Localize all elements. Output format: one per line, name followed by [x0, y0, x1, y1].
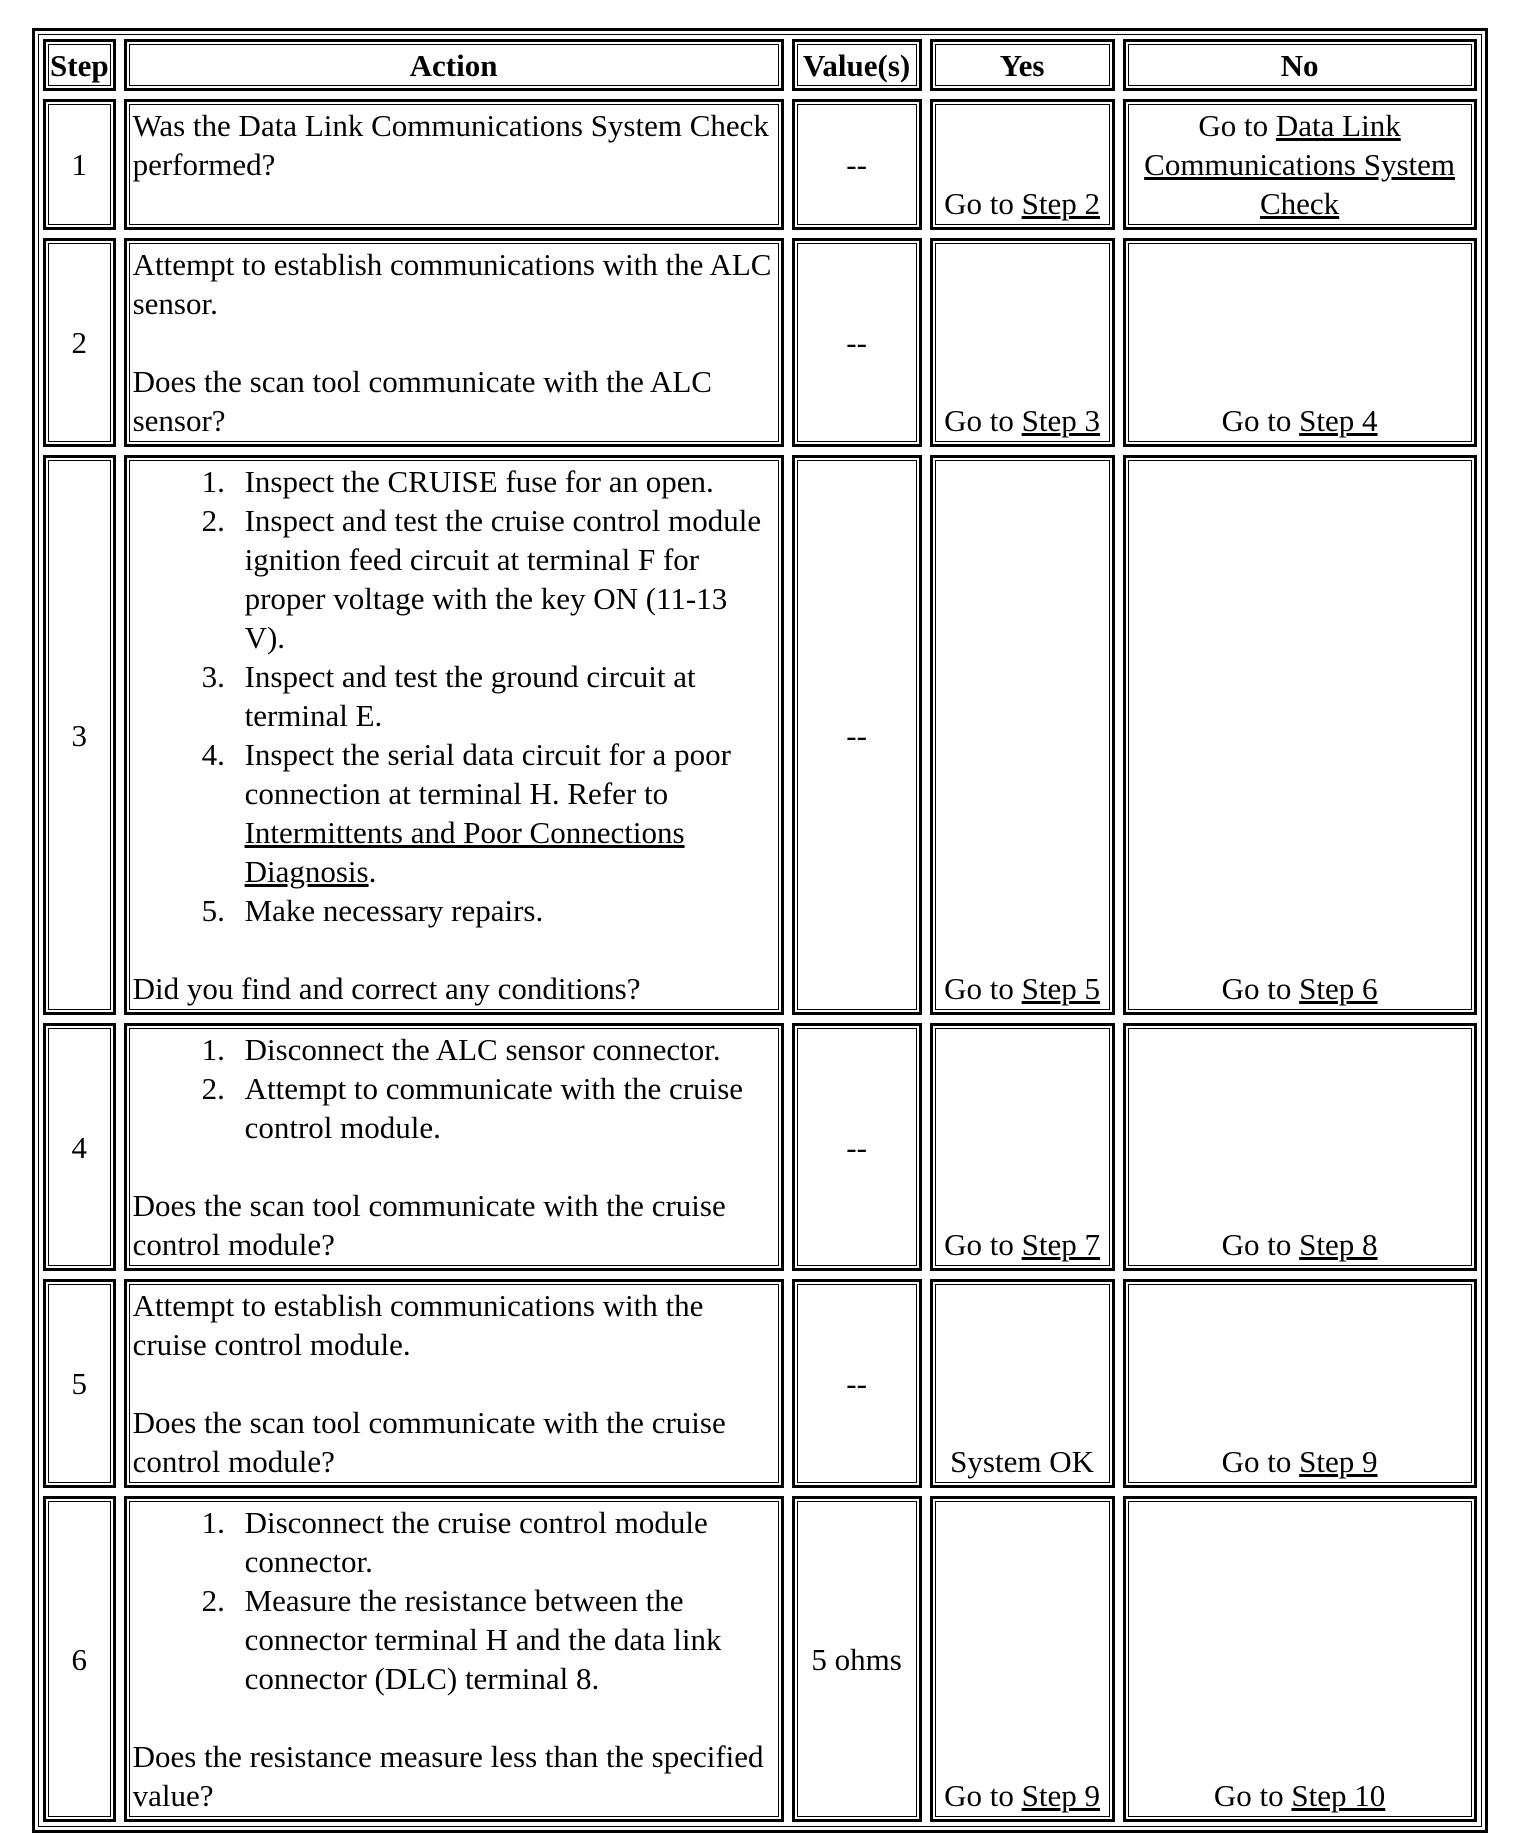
- intermittents-link[interactable]: Intermittents and Poor Connections Diagnosis: [244, 815, 685, 889]
- action-question: Does the scan tool communicate with the cruise control module?: [132, 1188, 726, 1262]
- action-cell: [124, 1023, 784, 1271]
- header-step: Step: [43, 39, 116, 91]
- action-question: Does the scan tool communicate with the cruise control module?: [132, 1405, 726, 1479]
- action-text: Attempt to establish communications with the ALC sensor.: [132, 247, 772, 321]
- yes-cell: [930, 1496, 1115, 1822]
- yes-prefix: Go to: [944, 971, 1022, 1006]
- header-yes: Yes: [930, 39, 1115, 91]
- value-cell: --: [792, 99, 922, 230]
- step-number: 4: [43, 1023, 116, 1271]
- no-prefix: Go to: [1221, 403, 1300, 438]
- yes-link[interactable]: Step 7: [1021, 1227, 1101, 1262]
- value-cell: --: [792, 455, 922, 1015]
- no-prefix: Go to: [1221, 1227, 1300, 1262]
- list-item-text: Inspect the serial data circuit for a poor connection at terminal H. Refer to: [244, 737, 731, 811]
- no-prefix: Go to: [1198, 108, 1276, 143]
- value-cell: --: [792, 1023, 922, 1271]
- table-row: [43, 99, 1477, 230]
- step-number: 2: [43, 238, 116, 447]
- yes-link[interactable]: Step 3: [1021, 403, 1101, 438]
- action-steps-list: [133, 462, 775, 930]
- list-item: 1. Inspect the CRUISE fuse for an open.: [233, 462, 775, 501]
- yes-prefix: Go to: [944, 403, 1022, 438]
- no-prefix: Go to: [1221, 971, 1300, 1006]
- yes-link[interactable]: Step 2: [1021, 186, 1101, 221]
- table-row: [43, 1496, 1477, 1822]
- yes-link[interactable]: Step 9: [1021, 1778, 1101, 1813]
- no-prefix: Go to: [1221, 1444, 1300, 1479]
- table-row: [43, 1023, 1477, 1271]
- yes-cell: [930, 1023, 1115, 1271]
- list-item: 1. Disconnect the cruise control module connector.: [233, 1503, 775, 1581]
- header-values: Value(s): [792, 39, 922, 91]
- action-text: Was the Data Link Communications System Check performed?: [132, 108, 769, 182]
- no-link[interactable]: Step 4: [1299, 403, 1378, 438]
- yes-prefix: Go to: [944, 1778, 1022, 1813]
- table-row: [43, 1279, 1477, 1488]
- table-row: [43, 455, 1477, 1015]
- yes-prefix: Go to: [944, 186, 1022, 221]
- action-cell: [124, 455, 784, 1015]
- no-prefix: Go to: [1213, 1778, 1292, 1813]
- header-action: Action: [124, 39, 784, 91]
- value-cell: 5 ohms: [792, 1496, 922, 1822]
- action-steps-list: [133, 1030, 775, 1147]
- no-cell: [1123, 99, 1477, 230]
- action-cell: [124, 238, 784, 447]
- step-number: 3: [43, 455, 116, 1015]
- no-cell: [1123, 455, 1477, 1015]
- step-number: 1: [43, 99, 116, 230]
- yes-cell: [930, 99, 1115, 230]
- no-link[interactable]: Step 10: [1291, 1778, 1386, 1813]
- yes-cell: [930, 238, 1115, 447]
- list-item-suffix: .: [368, 854, 377, 889]
- list-item: 2. Measure the resistance between the connector terminal H and the data link connector (DLC) terminal 8.: [233, 1581, 775, 1698]
- action-cell: [124, 1279, 784, 1488]
- action-text: Attempt to establish communications with the cruise control module.: [132, 1288, 704, 1362]
- diagnostic-table: [32, 28, 1488, 1833]
- list-item: [233, 735, 775, 891]
- no-cell: [1123, 238, 1477, 447]
- step-number: 5: [43, 1279, 116, 1488]
- yes-cell: [930, 455, 1115, 1015]
- table-row: [43, 238, 1477, 447]
- list-item: 1. Disconnect the ALC sensor connector.: [233, 1030, 775, 1069]
- yes-prefix: Go to: [944, 1227, 1022, 1262]
- action-cell: [124, 1496, 784, 1822]
- header-row: [43, 39, 1477, 91]
- action-steps-list: [133, 1503, 775, 1698]
- action-cell: [124, 99, 784, 230]
- no-link[interactable]: Step 6: [1299, 971, 1378, 1006]
- action-question: Does the resistance measure less than the specified value?: [132, 1739, 764, 1813]
- no-cell: [1123, 1023, 1477, 1271]
- list-item: 5. Make necessary repairs.: [233, 891, 775, 930]
- list-item: 2. Attempt to communicate with the cruise control module.: [233, 1069, 775, 1147]
- no-cell: [1123, 1496, 1477, 1822]
- no-link[interactable]: Data Link Communications System Check: [1144, 108, 1456, 221]
- list-item: 3. Inspect and test the ground circuit at terminal E.: [233, 657, 775, 735]
- header-no: No: [1123, 39, 1477, 91]
- no-link[interactable]: Step 9: [1299, 1444, 1378, 1479]
- value-cell: --: [792, 238, 922, 447]
- value-cell: --: [792, 1279, 922, 1488]
- no-cell: [1123, 1279, 1477, 1488]
- step-number: 6: [43, 1496, 116, 1822]
- yes-link[interactable]: Step 5: [1021, 971, 1101, 1006]
- list-item: 2. Inspect and test the cruise control module ignition feed circuit at terminal F for proper voltage with the key ON (11-13 V).: [233, 501, 775, 657]
- action-question: Did you find and correct any conditions?: [132, 971, 641, 1006]
- no-link[interactable]: Step 8: [1299, 1227, 1378, 1262]
- yes-cell: System OK: [930, 1279, 1115, 1488]
- action-question: Does the scan tool communicate with the ALC sensor?: [132, 364, 712, 438]
